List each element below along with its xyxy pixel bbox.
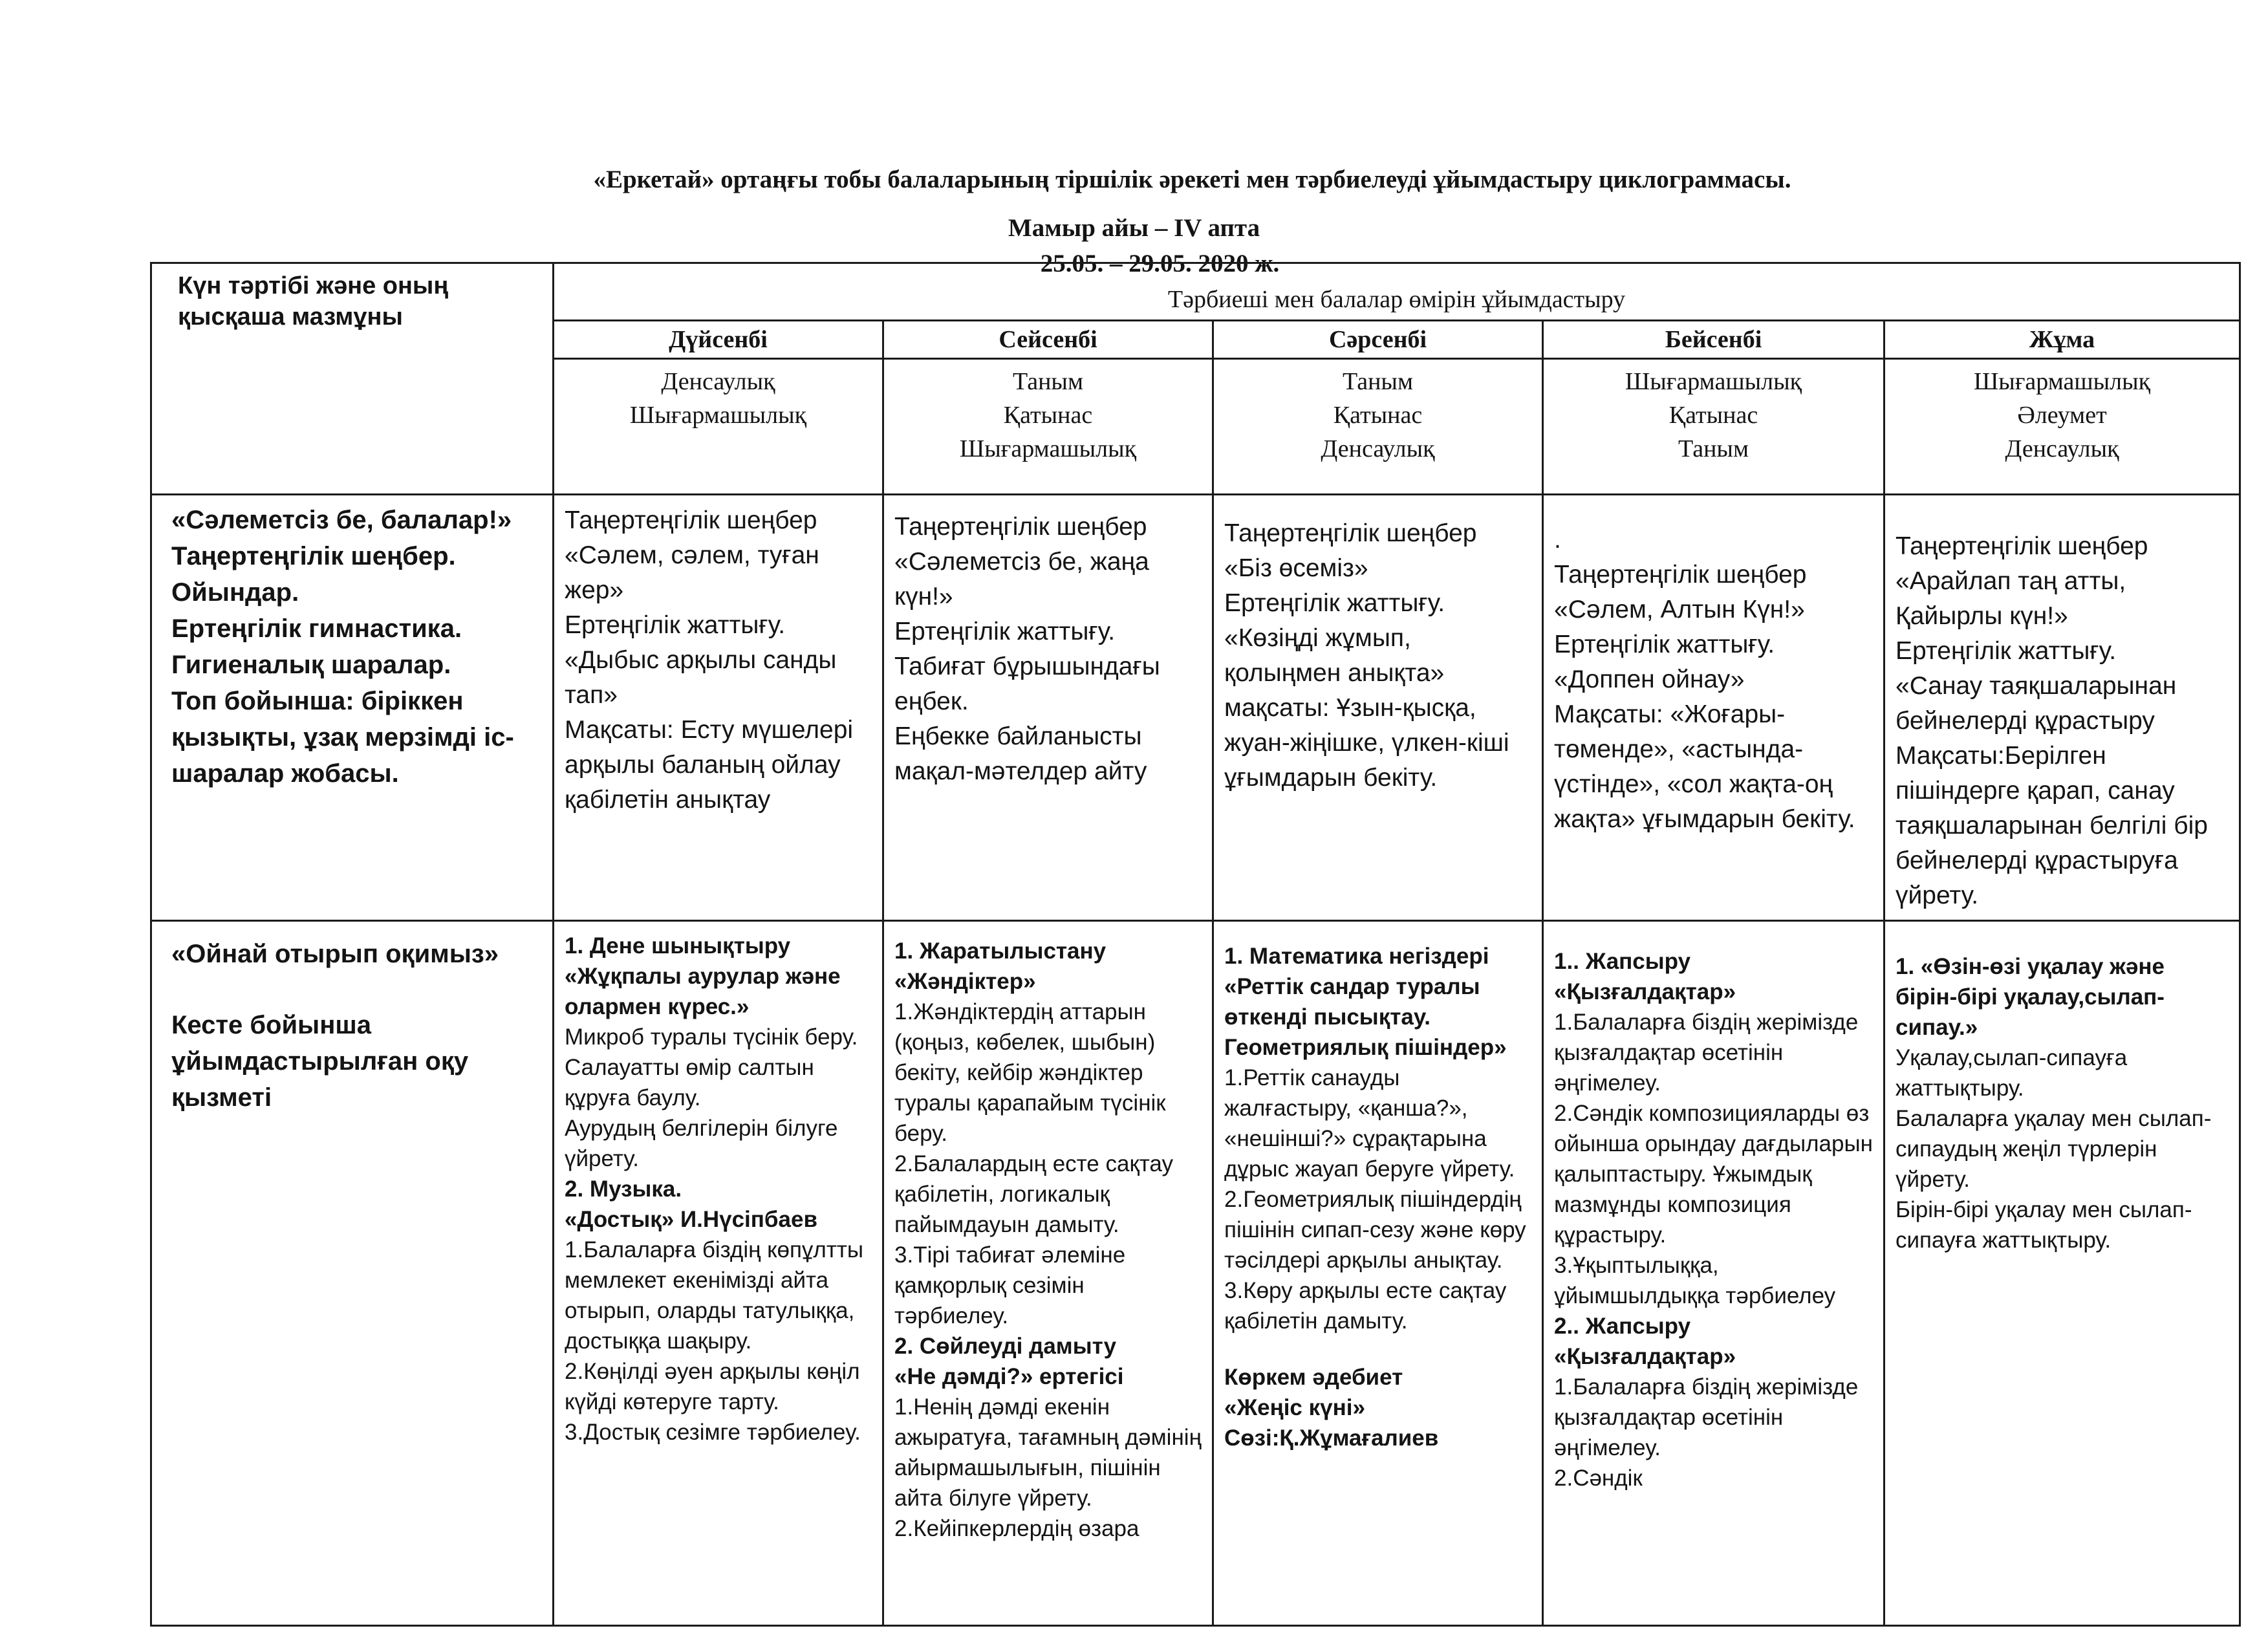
lesson-text: 1.Реттік санауды жалғастыру, «қанша?», «нешінші?» сұрақтарына дұрыс жауап беруге үйрету. [1224, 1065, 1515, 1182]
area-label: Денсаулық [1321, 435, 1435, 462]
lesson-cell [1885, 921, 2240, 1626]
morning-text: Еңбекке байланысты мақал-мәтелдер айту [894, 722, 1147, 785]
day-areas [1885, 359, 2240, 495]
morning-cell [1543, 495, 1885, 921]
lesson-row-label: «Ойнай отырып оқимыз» [171, 940, 499, 968]
lesson-text: Микроб туралы түсінік беру. [565, 1024, 858, 1050]
lesson-topic: 1. Жаратылыстану [894, 938, 1107, 964]
day-header: Бейсенбі [1543, 321, 1885, 359]
lesson-topic: «Қызғалдақтар» [1554, 979, 1736, 1004]
lesson-text: 2.Балалардың есте сақтау қабілетін, логикалық пайымдауын дамыту. [894, 1151, 1173, 1237]
document-title: «Еркетай» ортаңғы тобы балаларының тіршілік әрекеті мен тәрбиелеуді ұйымдастыру циклограммасы. [593, 166, 1791, 193]
day-header: Дүйсенбі [554, 321, 883, 359]
lesson-text: Балаларға уқалау мен сылап-сипаудың жеңіл түрлерін үйрету. [1895, 1106, 2212, 1192]
lesson-topic: 2. Сөйлеуді дамыту [894, 1334, 1117, 1359]
morning-text: Ертеңгілік жаттығу. [1554, 631, 1775, 658]
day-areas [883, 359, 1213, 495]
day-header: Сәрсенбі [1213, 321, 1543, 359]
area-label: Таным [1342, 368, 1414, 395]
lesson-topic: «Реттік сандар туралы өткенді пысықтау. Геометриялық пішіндер» [1224, 974, 1507, 1060]
lesson-topic: 2. Музыка. [565, 1176, 682, 1202]
morning-cell [1885, 495, 2240, 921]
day-header: Жұма [1885, 321, 2240, 359]
lesson-text: 1.Балаларға біздің көпұлтты мемлекет екенімізді айта отырып, оларды татулыққа, достыққа шақыру. [565, 1237, 864, 1354]
lesson-text: 3.Достық сезімге тәрбиелеу. [565, 1420, 861, 1445]
area-label: Әлеумет [2017, 402, 2107, 429]
lesson-topic: 1.. Жапсыру [1554, 949, 1691, 974]
morning-text: Таңертеңгілік шеңбер «Біз өсеміз» [1224, 519, 1477, 582]
morning-text: Таңертеңгілік шеңбер «Сәлем, сәлем, туған жер» [565, 506, 819, 604]
lesson-row [151, 921, 2240, 1626]
day-areas [554, 359, 883, 495]
morning-text: Мақсаты:Берілген пішіндерге қарап, санау таяқшаларынан белгілі бір бейнелерді құрастыруға үйрету. [1895, 742, 2208, 909]
lesson-cell [554, 921, 883, 1626]
morning-text: Табиғат бұрышындағы еңбек. [894, 653, 1160, 715]
morning-text: «Доппен ойнау» [1554, 666, 1745, 693]
lesson-topic: 1. Математика негіздері [1224, 944, 1489, 969]
lesson-topic: Сөзі:Қ.Жұмағалиев [1224, 1425, 1439, 1451]
day-areas [1543, 359, 1885, 495]
lesson-topic: «Достық» И.Нүсіпбаев [565, 1207, 817, 1232]
day-header: Сейсенбі [883, 321, 1213, 359]
morning-activity-label: «Сәлеметсіз бе, балалар!» [171, 506, 512, 534]
lesson-text: 2.Кейіпкерлердің өзара [894, 1516, 1139, 1541]
morning-activity-label: Таңертеңгілік шеңбер. [171, 542, 456, 570]
area-label: Денсаулық [2005, 435, 2119, 462]
lesson-row-header [151, 921, 554, 1626]
lesson-topic: 2.. Жапсыру [1554, 1314, 1691, 1339]
area-label: Шығармашылық [959, 435, 1137, 462]
morning-cell [883, 495, 1213, 921]
area-label: Таным [1012, 368, 1084, 395]
lesson-text: Салауатты өмір салтын құруға баулу. [565, 1055, 814, 1110]
lesson-text: 2.Сәндік [1554, 1466, 1643, 1491]
lesson-topic: «Жеңіс күні» [1224, 1395, 1365, 1420]
document-subtitle-month: Мамыр айы – IV апта [1008, 214, 1260, 242]
morning-text: Мақсаты: «Жоғары-төменде», «астында-үстінде», «сол жақта-оң жақта» ұғымдарын бекіту. [1554, 700, 1855, 833]
morning-text: Таңертеңгілік шеңбер «Сәлеметсіз бе, жаңа күн!» [894, 513, 1149, 611]
lesson-text: Аурудың белгілерін білуге үйрету. [565, 1116, 838, 1171]
lesson-text: Бірін-бірі уқалау мен сылап-сипауға жаттықтыру. [1895, 1197, 2192, 1253]
morning-text: Ертеңгілік жаттығу. [1224, 589, 1445, 617]
morning-row [151, 495, 2240, 921]
morning-text: «Санау таяқшаларынан бейнелерді құрастыру [1895, 672, 2177, 735]
lesson-topic: 1. «Өзін-өзі уқалау және бірін-бірі уқалау,сылап-сипау.» [1895, 954, 2165, 1040]
lesson-text: Уқалау,сылап-сипауға жаттықтыру. [1895, 1045, 2128, 1101]
lesson-cell [1213, 921, 1543, 1626]
lesson-text: 2.Көңілді әуен арқылы көңіл күйді көтеруге тарту. [565, 1359, 860, 1414]
lesson-text: 3.Тірі табиғат әлеміне қамқорлық сезімін тәрбиелеу. [894, 1242, 1126, 1328]
organization-header: Тәрбиеші мен балалар өмірін ұйымдастыру [554, 263, 2240, 321]
morning-text: Таңертеңгілік шеңбер «Сәлем, Алтын Күн!» [1554, 561, 1807, 623]
day-areas [1213, 359, 1543, 495]
morning-activity-label: Ойындар. [171, 578, 299, 607]
area-label: Шығармашылық [1973, 368, 2151, 395]
cyclogram-table [150, 262, 2241, 1627]
lesson-text: 3.Ұқыптылыққа, ұйымшылдыққа тәрбиелеу [1554, 1253, 1836, 1308]
lesson-cell [883, 921, 1213, 1626]
morning-row-header [151, 495, 554, 921]
morning-cell [1213, 495, 1543, 921]
lesson-topic: Көркем әдебиет [1224, 1365, 1403, 1390]
area-label: Денсаулық [661, 368, 775, 395]
morning-activity-label: Гигиеналық шаралар. [171, 651, 451, 679]
document-dates: 25.05. – 29.05. 2020 ж. [1040, 250, 1280, 277]
morning-text: Ертеңгілік жаттығу. [565, 611, 786, 639]
morning-text: «Дыбыс арқылы санды тап» [565, 646, 837, 709]
area-label: Қатынас [1003, 402, 1093, 429]
lesson-topic: 1. Дене шынықтыру [565, 933, 791, 958]
lesson-row-label: Кесте бойынша ұйымдастырылған оқу қызметі [171, 1011, 469, 1112]
area-label: Қатынас [1669, 402, 1758, 429]
lesson-topic: «Қызғалдақтар» [1554, 1344, 1736, 1369]
lesson-text: 2.Геометриялық пішіндердің пішінін сипап-сезу және көру тәсілдері арқылы анықтау. [1224, 1187, 1526, 1273]
morning-text: Таңертеңгілік шеңбер «Арайлап таң атты, Қайырлы күн!» [1895, 532, 2148, 630]
lesson-topic: «Жәндіктер» [894, 969, 1036, 994]
morning-cell [554, 495, 883, 921]
lesson-cell [1543, 921, 1885, 1626]
lesson-text: 1.Балаларға біздің жерімізде қызғалдақтар өсетінін әңгімелеу. [1554, 1374, 1859, 1460]
morning-activity-label: Топ бойынша: біріккен қызықты, ұзақ мерзімді іс-шаралар жобасы. [171, 687, 514, 788]
morning-text: Ертеңгілік жаттығу. [894, 618, 1116, 645]
routine-column-header: Күн тәртібі және оның қысқаша мазмұны [151, 263, 554, 495]
lesson-text: 3.Көру арқылы есте сақтау қабілетін дамыту. [1224, 1278, 1507, 1334]
lesson-text: 1.Жәндіктердің аттарын (қоңыз, көбелек, шыбын) бекіту, кейбір жәндіктер туралы қарапайым түсінік беру. [894, 999, 1166, 1146]
spacer [1224, 1336, 1531, 1362]
area-label: Қатынас [1333, 402, 1423, 429]
morning-text: мақсаты: Ұзын-қысқа, жуан-жіңішке, үлкен-кіші ұғымдарын бекіту. [1224, 694, 1509, 792]
area-label: Таным [1678, 435, 1749, 462]
morning-text: Мақсаты: Есту мүшелері арқылы баланың ойлау қабілетін анықтау [565, 716, 854, 814]
morning-text: . [1554, 526, 1561, 554]
lesson-text: 1.Балаларға біздің жерімізде қызғалдақтар өсетінін әңгімелеу. [1554, 1010, 1859, 1096]
morning-activity-label: Ертеңгілік гимнастика. [171, 614, 462, 643]
morning-text: «Көзіңді жұмып, қолыңмен анықта» [1224, 624, 1445, 687]
lesson-text: 2.Сәндік композицияларды өз ойынша орындау дағдыларын қалыптастыру. Ұжымдық мазмұнды композиция құрастыру. [1554, 1101, 1873, 1248]
lesson-topic: «Жұқпалы аурулар және олармен күрес.» [565, 964, 841, 1019]
area-label: Шығармашылық [629, 402, 807, 429]
morning-text: Ертеңгілік жаттығу. [1895, 637, 2117, 665]
area-label: Шығармашылық [1625, 368, 1802, 395]
lesson-text: 1.Ненің дәмді екенін ажыратуға, тағамның дәмінің айырмашылығын, пішінін айта білуге үйрету. [894, 1394, 1202, 1511]
lesson-topic: «Не дәмді?» ертегісі [894, 1364, 1124, 1389]
